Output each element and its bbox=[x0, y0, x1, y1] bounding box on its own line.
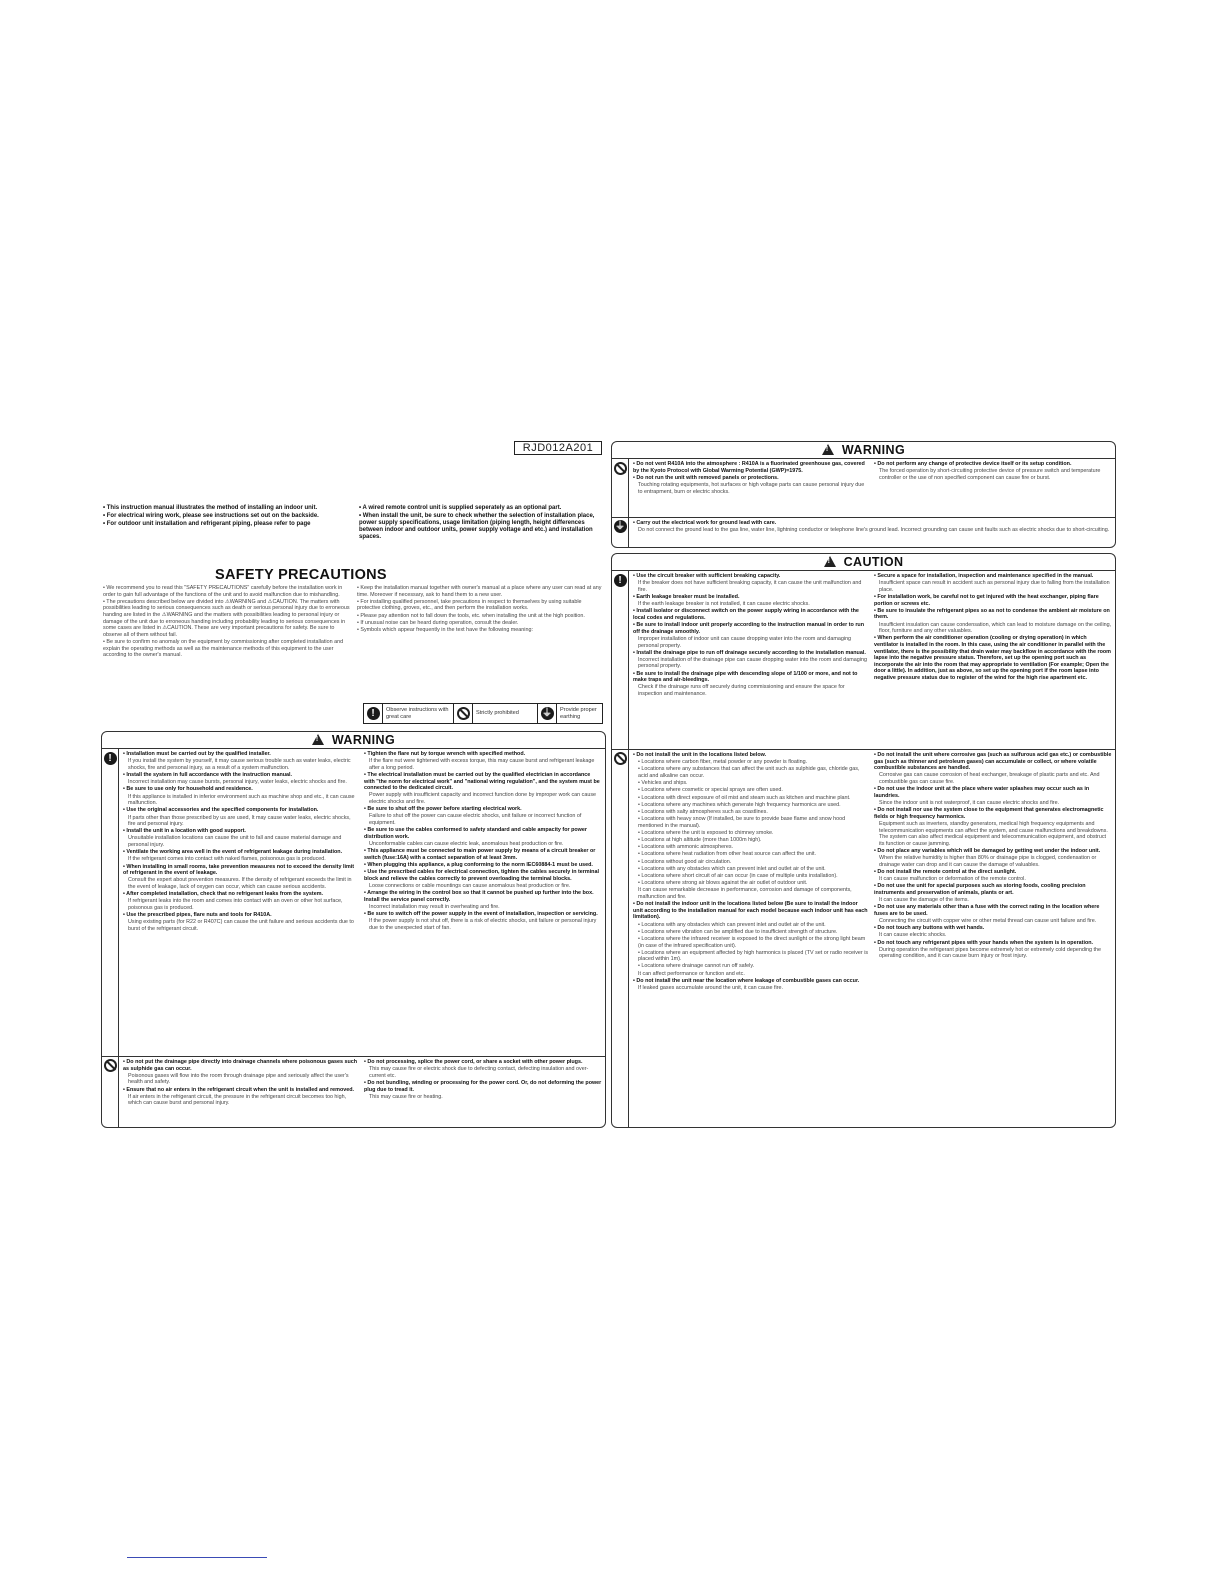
item-detail: • Locations with salty atmospheres such as coastlines. bbox=[638, 808, 768, 815]
legend-observe-text: Observe instructions with great care bbox=[386, 707, 449, 720]
item-heading: • Do not perform any change of protective device itself or its setup condition. bbox=[874, 461, 1072, 467]
warning-right-prohibit-col2 bbox=[874, 461, 1112, 482]
list-item: • Keep the installation manual together with owner's manual at a place where any user can read at any time. Moreover if necessary, ask to hand them to a new user. bbox=[357, 585, 602, 598]
item-detail: This may cause fire or electric shock due to defecting contact, defecting insulation and over-current etc. bbox=[369, 1066, 589, 1079]
item-detail: Using existing parts (for R22 or R407C) can cause the unit failure and serious accidents due to burst of the refrigerant circuit. bbox=[128, 919, 354, 932]
item-heading: • After completed installation, check that no refrigerant leaks from the system. bbox=[123, 891, 323, 898]
prohibited-icon bbox=[457, 707, 470, 720]
safety-right-text bbox=[357, 585, 605, 634]
item-detail: Since the indoor unit is not waterproof, it can cause electric shocks and fire. bbox=[879, 799, 1060, 806]
item-heading: • Install isolator or disconnect switch on the power supply wiring in accordance with the local codes and regulations. bbox=[633, 608, 859, 621]
item-heading: • When installing in small rooms, take prevention measures not to exceed the density limit of refrigerant in the event of leakage. bbox=[123, 863, 355, 877]
item-detail: Incorrect installation may cause bursts, personal injury, water leaks, electric shocks and fire. bbox=[128, 779, 347, 786]
item-detail: If refrigerant leaks into the room and comes into contact with an oven or other hot surface, poisonous gas is produced. bbox=[128, 898, 343, 911]
item-detail: • Locations with any obstacles which can prevent inlet and outlet air of the unit. bbox=[638, 921, 826, 928]
item-detail: • Locations where carbon fiber, metal powder or any powder is floating. bbox=[638, 759, 808, 766]
list-item: • If unusual noise can be heard during operation, consult the dealer. bbox=[357, 619, 519, 626]
item-heading: • Use the circuit breaker with sufficient breaking capacity. bbox=[633, 573, 781, 579]
intro-right bbox=[359, 505, 605, 542]
legend-earthing-text: Provide proper earthing bbox=[560, 707, 597, 720]
item-detail: Touching rotating equipments, hot surfaces or high voltage parts can cause personal injury due to entrapment, burn or electric shocks. bbox=[638, 481, 865, 495]
warning-right-prohibit-col1 bbox=[633, 461, 869, 496]
item-heading: • Be sure to shut off the power before starting electrical work. bbox=[364, 806, 522, 813]
warning-left-prohibit-col1 bbox=[123, 1059, 359, 1108]
caution-prohibit-col2 bbox=[874, 752, 1112, 961]
item-detail: • Locations without good air circulation. bbox=[638, 858, 732, 865]
item-detail: When the relative humidity is higher than 80% or drainage pipe is clogged, condensation or drainage water can drop and it can cause the damage of valuables. bbox=[879, 855, 1097, 868]
item-heading: • Use the prescribed cables for electrical connection, tighten the cables securely in terminal block and relieve the cables correctly to prevent overloading the terminal blocks. bbox=[364, 869, 599, 882]
earth-icon-cell bbox=[612, 517, 629, 548]
warning-left-prohibit-col2 bbox=[364, 1059, 602, 1101]
item-heading: • Do not vent R410A into the atmosphere : R410A is a fluorinated greenhouse gas, covered by the Kyoto Protocol with Global Warming Potential (GWP)=1975. bbox=[633, 461, 865, 474]
item-heading: • Do not install the remote control at the direct sunlight. bbox=[874, 868, 1017, 875]
item-detail: If the refrigerant comes into contact with naked flames, poisonous gas is produced. bbox=[128, 856, 326, 863]
item-detail: • Locations where heat radiation from other heat source can affect the unit. bbox=[638, 851, 816, 858]
caution-panel bbox=[611, 553, 1116, 1128]
list-item: • When install the unit, be sure to check whether the selection of installation place, power supply specifications, usage limitation (piping length, height differences between indoor and outdoor units, power supply voltage and etc.) and installation spaces. bbox=[359, 512, 595, 541]
item-detail: • Locations where the unit is exposed to chimney smoke. bbox=[638, 829, 774, 836]
list-item: • For electrical wiring work, please see instructions set out on the backside. bbox=[103, 512, 319, 519]
item-detail: It can affect performance or function and etc. bbox=[638, 970, 745, 977]
item-heading: • Be sure to install the drainage pipe with descending slope of 1/100 or more, and not to make traps and air-bleedings. bbox=[633, 670, 858, 684]
caution-triangle-icon bbox=[824, 556, 836, 567]
item-heading: • Do not bundling, winding or processing for the power cord. Or, do not deforming the power plug due to tread it. bbox=[364, 1079, 602, 1093]
list-item: • For installing qualified personnel, take precautions in respect to themselves by using suitable protective clothing, groves, etc., and then perform the installation works. bbox=[357, 598, 582, 612]
item-detail: Do not connect the ground lead to the gas line, water line, lightning conductor or telephone line's ground lead. Incorrect grounding can cause unit faults such as electric shocks due to short-circuiting. bbox=[638, 527, 1110, 534]
item-detail: If the breaker does not have sufficient breaking capacity, it can cause the unit malfunction and fire. bbox=[638, 580, 862, 593]
warning-panel-right bbox=[611, 441, 1116, 548]
item-detail: • Locations where short circuit of air can occur (in case of multiple units installation). bbox=[638, 873, 838, 879]
list-item: • A wired remote control unit is supplied seperately as an optional part. bbox=[359, 505, 562, 511]
mandatory-icon: ! bbox=[104, 752, 117, 765]
list-item: • We recommend you to read this "SAFETY PRECAUTIONS" carefully before the installation work in order to gain full advantage of the functions of the unit and to avoid malfunction due to mishandling. bbox=[103, 585, 343, 598]
item-detail: Incorrect installation of the drainage pipe can cause dropping water into the room and damaging personal property. bbox=[638, 656, 867, 670]
item-detail: Check if the drainage runs off securely during commissioning and ensure the space for inspection and maintenance. bbox=[638, 684, 845, 698]
earth-icon: ⏚ bbox=[615, 521, 625, 532]
caution-title bbox=[612, 554, 1115, 571]
item-heading: • Do not put the drainage pipe directly into drainage channels where poisonous gases such as sulphide gas can occur. bbox=[123, 1059, 358, 1072]
prohibited-icon-cell bbox=[102, 1056, 119, 1128]
safety-left-text bbox=[103, 585, 353, 659]
warning-title-right-text: WARNING bbox=[841, 443, 906, 457]
list-item: • Symbols which appear frequently in the text have the following meaning: bbox=[357, 626, 533, 633]
item-heading: • Install the drainage pipe to run off drainage securely according to the installation manual. bbox=[633, 649, 866, 656]
warning-title-right bbox=[612, 442, 1115, 459]
list-item: • This instruction manual illustrates the method of installing an indoor unit. bbox=[103, 505, 318, 511]
item-detail: It can cause malfunction or deformation of the remote control. bbox=[879, 876, 1026, 883]
prohibited-icon bbox=[614, 752, 627, 765]
item-heading: • Be sure to switch off the power supply in the event of installation, inspection or servicing. bbox=[364, 910, 598, 917]
item-heading: • For installation work, be careful not to get injured with the heat exchanger, piping flare portion or screws etc. bbox=[874, 593, 1099, 607]
item-heading: • Do not place any variables which will be damaged by getting wet under the indoor unit. bbox=[874, 847, 1101, 854]
prohibited-icon bbox=[614, 462, 627, 475]
item-detail: It can cause the damage of the items. bbox=[879, 897, 969, 903]
caution-title-text: CAUTION bbox=[843, 555, 904, 569]
item-detail: If you install the system by yourself, it may cause serious trouble such as water leaks, electric shocks, fire and personal injury, as a result of a system malfunction. bbox=[128, 758, 351, 771]
item-detail: • Locations with any obstacles which can prevent inlet and outlet air of the unit. bbox=[638, 865, 826, 872]
item-detail: It can cause remarkable decrease in performance, corrosion and damage of components, malfunction and fire. bbox=[638, 887, 852, 900]
item-detail: If the power supply is not shut off, there is a risk of electric shocks, unit failure or personal injury due to the unexpected start of fan. bbox=[369, 918, 597, 931]
item-detail: Failure to shut off the power can cause electric shocks, unit failure or incorrect function of equipment. bbox=[369, 813, 582, 826]
prohibited-icon bbox=[104, 1059, 117, 1072]
item-heading: • Secure a space for installation, inspection and maintenance specified in the manual. bbox=[874, 573, 1094, 579]
item-heading: • Do not use any materials other than a fuse with the correct rating in the location where fuses are to be used. bbox=[874, 904, 1100, 917]
item-detail: • Locations where an equipment affected by high harmonics is placed (TV set or radio receiver is placed within 1m). bbox=[638, 949, 869, 963]
item-heading: • Use the prescribed pipes, flare nuts and tools for R410A. bbox=[123, 912, 272, 919]
item-heading: • Tighten the flare nut by torque wrench with specified method. bbox=[364, 751, 526, 757]
legend-earthing bbox=[538, 704, 607, 723]
item-detail: Equipment such as inverters, standby generators, medical high frequency equipments and telecommunication equipments can affect the system, and cause malfunctions and breakdowns. The system can also affect medical equipment and telecommunication equipment, and obstruct its function or cause jamming. bbox=[879, 820, 1108, 847]
warning-left-col1 bbox=[123, 751, 359, 933]
item-detail: Poisonous gases will flow into the room through drainage pipe and seriously affect the user's health and safety. bbox=[128, 1072, 349, 1086]
item-heading: • Do not use the indoor unit at the place where water splashes may occur such as in laundries. bbox=[874, 786, 1090, 799]
item-heading: • Do not install the unit near the location where leakage of combustible gases can occur. bbox=[633, 977, 860, 984]
warning-triangle-icon bbox=[312, 734, 324, 745]
item-detail: Unsuitable installation locations can cause the unit to fall and cause material damage and personal injury. bbox=[128, 835, 342, 849]
item-heading: • Do not install the unit where corrosive gas (such as sulfurous acid gas etc.) or combustible gas (such as thinner and petroleum gases) can accumulate or collect, or where volatile combustible substances are handled. bbox=[874, 752, 1112, 772]
prohibited-icon-cell bbox=[612, 459, 629, 517]
item-detail: During operation the refrigerant pipes become extremely hot or extremely cold depending the operating condition, and it can cause burn injury or frost injury. bbox=[879, 946, 1102, 960]
item-detail: If this appliance is installed in inferior environment such as machine shop and etc., it can cause malfunction. bbox=[128, 793, 355, 807]
list-item: • Please pay attention not to fall down the tools, etc. when installing the unit at the high position. bbox=[357, 612, 585, 619]
item-heading: • Do not install nor use the system close to the equipment that generates electromagnetic fields or high frequency harmonics. bbox=[874, 807, 1104, 820]
document-id: RJD012A201 bbox=[514, 441, 602, 455]
list-item: • Be sure to confirm no anomaly on the equipment by commissioning after completed installation and explain the operating methods as well as the maintenance methods of this equipment to the user according to the owner's manual. bbox=[103, 638, 344, 659]
item-heading: • Be sure to insulate the refrigerant pipes so as not to condense the ambient air moisture on them. bbox=[874, 607, 1110, 621]
item-heading: • Install the unit in a location with good support. bbox=[123, 828, 246, 835]
item-detail: • Locations at high altitude (more than 1000m high). bbox=[638, 837, 762, 844]
item-detail: If the flare nut were tightened with excess torque, this may cause burst and refrigerant leakage after a long period. bbox=[369, 758, 595, 771]
item-heading: • Be sure to use only for household and residence. bbox=[123, 786, 253, 793]
warning-title-left-text: WARNING bbox=[331, 733, 396, 747]
item-detail: Loose connections or cable mountings can cause anomalous heat production or fire. bbox=[369, 882, 571, 889]
caution-prohibit-col1 bbox=[633, 752, 869, 992]
item-detail: Consult the expert about prevention measures. If the density of refrigerant exceeds the limit in the event of leakage, lack of oxygen can occur, which can cause serious accidents. bbox=[128, 877, 352, 890]
item-heading: • Do not install the unit in the locations listed below. bbox=[633, 752, 767, 758]
intro-left bbox=[103, 505, 348, 528]
symbol-legend bbox=[363, 703, 603, 724]
item-heading: • Do not processing, splice the power cord, or share a socket with other power plugs. bbox=[364, 1059, 583, 1065]
item-heading: • Use the original accessories and the specified components for installation. bbox=[123, 807, 319, 814]
item-detail: Corrosive gas can cause corrosion of heat exchanger, breakage of plastic parts and etc. And combustible gas can cause fire. bbox=[879, 772, 1100, 785]
item-detail: • Locations with heavy snow (If installed, be sure to provide base flame and snow hood mentioned in the manual). bbox=[638, 816, 846, 829]
item-heading: • Do not touch any buttons with wet hands. bbox=[874, 925, 985, 932]
item-detail: • Locations where any substances that can affect the unit such as sulphide gas, chloride gas, acid and alkaline can occur. bbox=[638, 766, 860, 779]
item-detail: • Locations where strong air blows against the air outlet of outdoor unit. bbox=[638, 880, 808, 887]
earth-icon: ⏚ bbox=[542, 708, 552, 719]
warning-left-col2 bbox=[364, 751, 602, 932]
item-heading: • Carry out the electrical work for ground lead with care. bbox=[633, 520, 777, 526]
item-detail: • Locations where the infrared receiver is exposed to the direct sunlight or the strong light beam (in case of the infrared specification unit). bbox=[638, 935, 866, 949]
legend-prohibited-text: Strictly prohibited bbox=[476, 710, 519, 717]
item-detail: Power supply with insufficient capacity and incorrect function done by improper work can cause electric shocks and fire. bbox=[369, 792, 597, 805]
item-detail: • Locations with ammonic atmospheres. bbox=[638, 844, 734, 851]
item-detail: If the earth leakage breaker is not installed, it can cause electric shocks. bbox=[638, 601, 810, 608]
item-detail: Unconformable cables can cause electric leak, anomalous heat production or fire. bbox=[369, 840, 564, 847]
mandatory-icon-cell bbox=[612, 571, 629, 749]
legend-observe bbox=[364, 704, 454, 723]
item-detail: If air enters in the refrigerant circuit, the pressure in the refrigerant circuit becomes too high, which can cause burst and personal injury. bbox=[128, 1093, 347, 1107]
item-heading: • When perform the air conditioner operation (cooling or drying operation) in which ventilator is installed in the room. In this case, using the air conditioner in parallel with the ventilator, there is the possibility that drain water may backflow in accordance with the room lapse into the negative pressure status. Therefore, set up the opening port such as incorporate the air into the room that may appropriate to ventilation (For example; Open the door a little). In addition, just as above, so set up the opening port if the room lapse into negative pressure status due to register of the wind for the high rise apartment etc. bbox=[874, 635, 1111, 681]
warning-title-left bbox=[102, 732, 605, 749]
item-heading: • Do not install the indoor unit in the locations listed below (Be sure to install the indoor unit according to the installation manual for each model because each indoor unit has each limitation). bbox=[633, 901, 868, 921]
item-heading: • Arrange the wiring in the control box so that it cannot be pushed up further into the box. Install the service panel correctly. bbox=[364, 890, 594, 903]
item-detail: Insufficient space can result in accident such as personal injury due to falling from the installation place. bbox=[879, 580, 1110, 593]
caution-col2 bbox=[874, 573, 1112, 682]
warning-panel-left bbox=[101, 731, 606, 1128]
item-heading: • When plugging this appliance, a plug conforming to the norm IEC60884-1 must be used. bbox=[364, 861, 593, 868]
item-heading: • Ensure that no air enters in the refrigerant circuit when the unit is installed and removed. bbox=[123, 1086, 355, 1093]
item-heading: • Ventilate the working area well in the event of refrigerant leakage during installation. bbox=[123, 849, 343, 856]
warning-right-earth bbox=[633, 520, 1111, 534]
list-item: • The precautions described below are divided into ⚠WARNING and ⚠CAUTION. The matters with possibilities leading to serious consequences such as death or serious personal injury due to erroneous handing are listed in the ⚠WARNING and the matters with possibilities leading to personal injury or damage of the unit due to erroneous handing including probability leading to serious consequences in some cases are listed in ⚠CAUTION. These are very important precautions for safety. Be sure to observe all of them without fail. bbox=[103, 598, 350, 638]
item-detail: Insufficient insulation can cause condensation, which can lead to moisture damage on the ceiling, floor, furniture and any other valuables. bbox=[879, 621, 1112, 635]
mandatory-icon: ! bbox=[614, 574, 627, 587]
item-heading: • Do not run the unit with removed panels or protections. bbox=[633, 474, 779, 481]
item-heading: • Do not use the unit for special purposes such as storing foods, cooling precision instruments and preservation of animals, plants or art. bbox=[874, 883, 1086, 896]
warning-triangle-icon bbox=[822, 444, 834, 455]
caution-col1 bbox=[633, 573, 869, 698]
item-heading: • This appliance must be connected to main power supply by means of a circuit breaker or switch (fuse:16A) with a contact separation of at least 3mm. bbox=[364, 848, 596, 861]
item-heading: • Install the system in full accordance with the instruction manual. bbox=[123, 771, 293, 778]
item-heading: • Be sure to install indoor unit properly according to the instruction manual in order to run off the drainage smoothly. bbox=[633, 622, 865, 635]
item-detail: Connecting the circuit with copper wire or other metal thread can cause unit failure and fire. bbox=[879, 917, 1097, 924]
item-detail: If leaked gases accumulate around the unit, it can cause fire. bbox=[638, 985, 784, 992]
item-detail: The forced operation by short-circuiting protective device of pressure switch and temperature controller or the use of non specified component can cause fire or burst. bbox=[879, 468, 1101, 481]
item-heading: • Installation must be carried out by the qualified installer. bbox=[123, 751, 271, 757]
item-heading: • The electrical installation must be carried out by the qualified electrician in accordance with "the norm for electrical work" and "national wiring regulation", and the system must be connected to the dedicated circuit. bbox=[364, 771, 600, 792]
item-heading: • Earth leakage breaker must be installed. bbox=[633, 593, 740, 600]
item-detail: • Locations where vibration can be amplified due to insufficient strength of structure. bbox=[638, 928, 838, 935]
mandatory-icon: ! bbox=[367, 707, 380, 720]
footer-rule bbox=[127, 1557, 267, 1558]
item-detail: • Locations where drainage cannot run off safely. bbox=[638, 963, 755, 970]
safety-precautions-title: SAFETY PRECAUTIONS bbox=[215, 567, 387, 583]
item-detail: • Locations with direct exposure of oil mist and steam such as kitchen and machine plant. bbox=[638, 794, 851, 801]
item-detail: It can cause electric shocks. bbox=[879, 932, 947, 939]
item-detail: Incorrect installation may result in overheating and fire. bbox=[369, 903, 500, 910]
item-detail: • Locations where cosmetic or special sprays are often used. bbox=[638, 787, 783, 794]
item-detail: If parts other than those prescribed by us are used, It may cause water leaks, electric shocks, fire and personal injury. bbox=[128, 814, 351, 828]
item-detail: Improper installation of indoor unit can cause dropping water into the room and damaging personal property. bbox=[638, 635, 852, 649]
item-detail: This may cause fire or heating. bbox=[369, 1093, 443, 1100]
item-heading: • Do not touch any refrigerant pipes with your hands when the system is in operation. bbox=[874, 939, 1094, 946]
item-detail: • Vehicles and ships. bbox=[638, 780, 688, 787]
list-item: • For outdoor unit installation and refrigerant piping, please refer to page bbox=[103, 520, 311, 527]
legend-prohibited bbox=[454, 704, 538, 723]
item-detail: • Locations where any machines which generate high frequency harmonics are used. bbox=[638, 801, 841, 808]
mandatory-icon-cell bbox=[102, 749, 119, 1056]
item-heading: • Be sure to use the cables conformed to safety standard and cable ampacity for power distribution work. bbox=[364, 827, 587, 840]
prohibited-icon-cell bbox=[612, 749, 629, 1128]
